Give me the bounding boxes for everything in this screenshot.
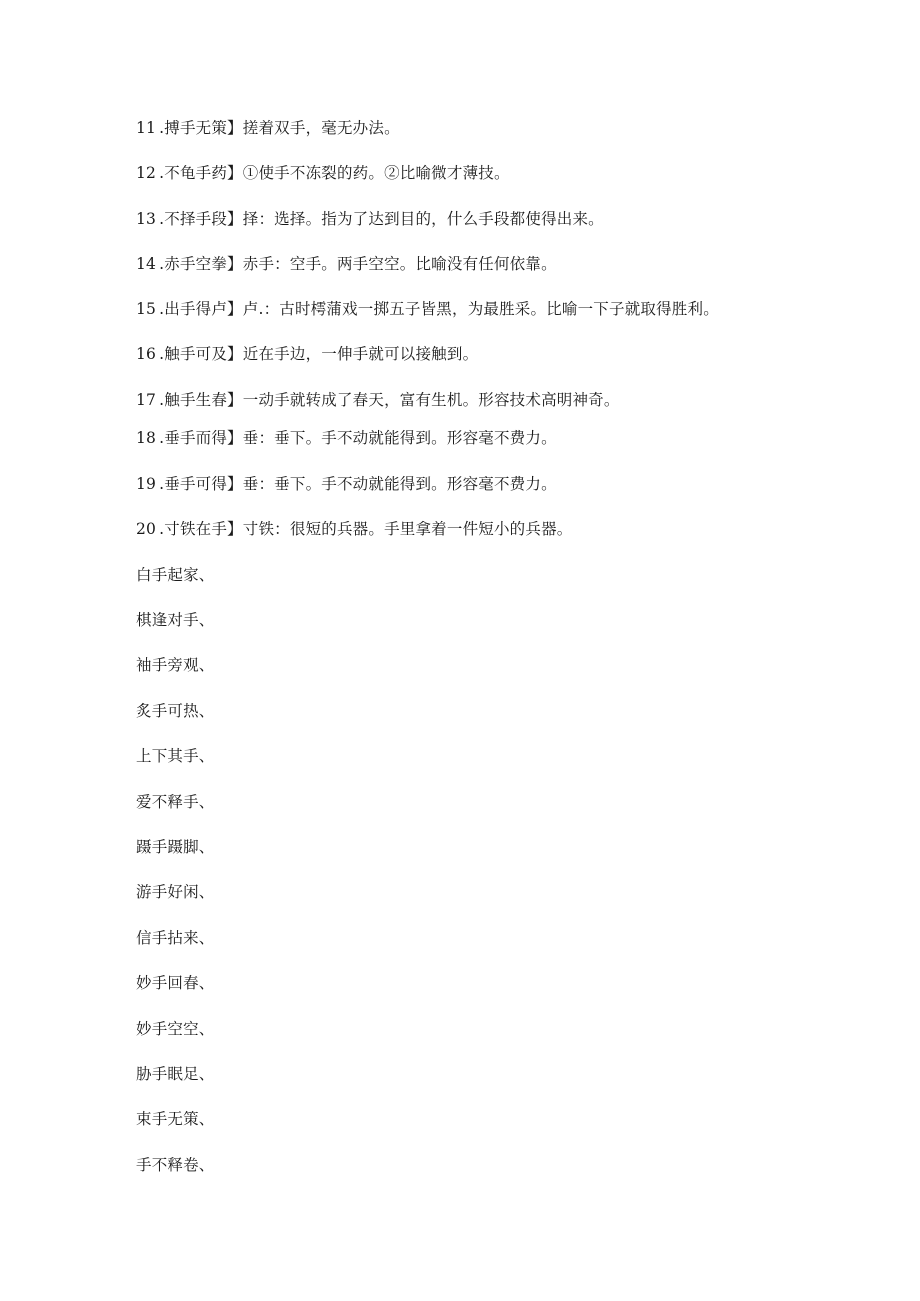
idiom-item: 手不释卷、: [136, 1156, 215, 1174]
entry-term: .寸铁在手】: [159, 520, 243, 538]
entry-number: 11: [136, 119, 157, 137]
entry-number: 19: [136, 475, 157, 493]
entry-11: [136, 118, 400, 138]
idiom-item: 白手起家、: [136, 566, 215, 584]
entry-number: 14: [136, 255, 157, 273]
idiom-item: 上下其手、: [136, 747, 215, 765]
idiom-item: 游手好闲、: [136, 883, 215, 901]
entry-definition: 卢.：古时樗蒲戏一掷五子皆黑，为最胜采。比喻一下子就取得胜利。: [242, 300, 719, 318]
entry-definition: ①使手不冻裂的药。②比喻微才薄技。: [242, 164, 510, 182]
entry-number: 16: [136, 345, 157, 363]
entry-13: [136, 209, 604, 229]
entry-15: [136, 299, 719, 319]
entry-definition: 垂：垂下。手不动就能得到。形容毫不费力。: [242, 429, 557, 447]
idiom-item: 束手无策、: [136, 1110, 215, 1128]
entry-term: .出手得卢】: [159, 300, 243, 318]
entry-18: [136, 428, 557, 448]
idiom-item: 棋逢对手、: [136, 611, 215, 629]
entry-17: [136, 390, 620, 410]
entry-19: [136, 474, 557, 494]
idiom-item: 炙手可热、: [136, 702, 215, 720]
entry-term: .不择手段】: [159, 210, 243, 228]
entry-definition: 择：选择。指为了达到目的，什么手段都使得出来。: [242, 210, 604, 228]
entry-number: 13: [136, 210, 157, 228]
entry-term: .赤手空拳】: [159, 255, 243, 273]
entry-term: .触手可及】: [159, 345, 243, 363]
entry-number: 20: [136, 520, 157, 538]
entry-12: [136, 163, 510, 183]
idiom-item: 袖手旁观、: [136, 656, 215, 674]
entry-term: .垂手而得】: [159, 429, 243, 447]
idiom-item: 妙手空空、: [136, 1020, 215, 1038]
entry-16: [136, 344, 478, 364]
idiom-item: 爱不释手、: [136, 793, 215, 811]
entry-definition: 一动手就转成了春天，富有生机。形容技术高明神奇。: [242, 391, 620, 409]
entry-20: [136, 519, 572, 539]
entry-term: .垂手可得】: [159, 475, 243, 493]
entry-number: 17: [136, 391, 157, 409]
entry-14: [136, 254, 557, 274]
idiom-item: 蹑手蹑脚、: [136, 838, 215, 856]
entry-number: 18: [136, 429, 157, 447]
entry-definition: 搓着双手，毫无办法。: [242, 119, 400, 137]
entry-term: .搏手无策】: [159, 119, 243, 137]
entry-definition: 寸铁：很短的兵器。手里拿着一件短小的兵器。: [242, 520, 573, 538]
entry-definition: 垂：垂下。手不动就能得到。形容毫不费力。: [242, 475, 557, 493]
entry-definition: 近在手边，一伸手就可以接触到。: [242, 345, 479, 363]
idiom-item: 妙手回春、: [136, 974, 215, 992]
entry-definition: 赤手：空手。两手空空。比喻没有任何依靠。: [242, 255, 557, 273]
entry-term: .不龟手药】: [159, 164, 243, 182]
entry-term: .触手生春】: [159, 391, 243, 409]
idiom-item: 信手拈来、: [136, 929, 215, 947]
entry-number: 15: [136, 300, 157, 318]
entry-number: 12: [136, 164, 157, 182]
idiom-item: 胁手眠足、: [136, 1065, 215, 1083]
